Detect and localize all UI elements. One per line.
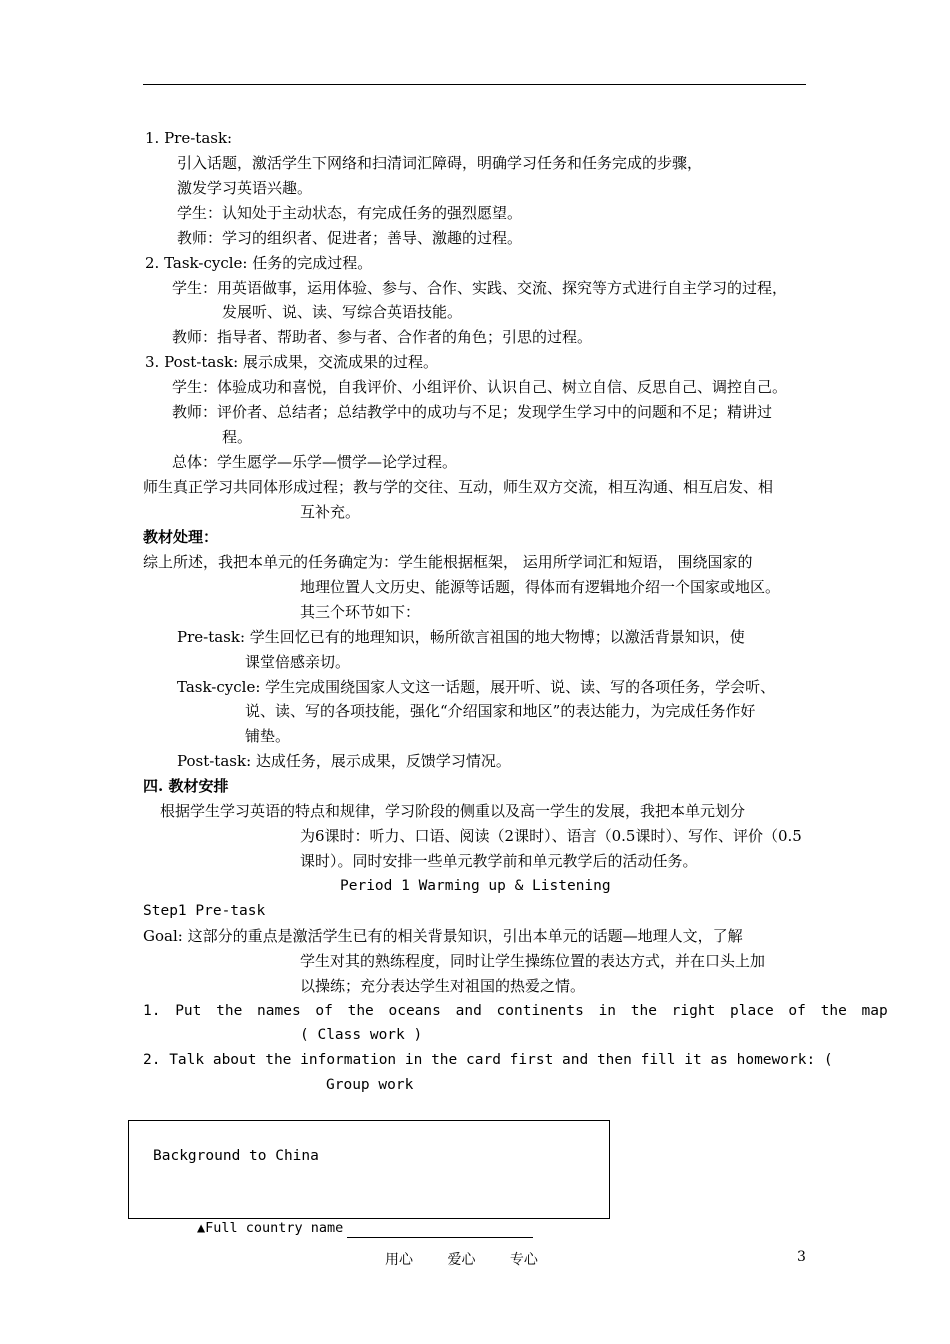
paragraph-line: Pre-task: 学生回忆已有的地理知识，畅所欲言祖国的地大物博；以激活背景知识，使 bbox=[177, 628, 745, 646]
paragraph-line: 学生对其的熟练程度，同时让学生操练位置的表达方式，并在口头上加 bbox=[300, 952, 766, 970]
paragraph-line: 以操练；充分表达学生对祖国的热爱之情。 bbox=[300, 977, 586, 995]
paragraph-line: Goal: 这部分的重点是激活学生已有的相关背景知识，引出本单元的话题—地理人文，了解 bbox=[143, 927, 743, 945]
paragraph-line: 课堂倍感亲切。 bbox=[245, 653, 351, 671]
footer-motto: 用心 爱心 专心 bbox=[385, 1252, 538, 1268]
paragraph-line: 根据学生学习英语的特点和规律，学习阶段的侧重以及高一学生的发展，我把本单元划分 bbox=[160, 802, 746, 820]
paragraph-line: 课时）。同时安排一些单元教学前和单元教学后的活动任务。 bbox=[300, 852, 698, 870]
paragraph-line: 综上所述，我把本单元的任务确定为：学生能根据框架， 运用所学词汇和短语， 围绕国家的 bbox=[143, 553, 753, 571]
activity-text: 1. Put the names of the oceans and continents in the right place of the map bbox=[143, 1003, 888, 1019]
activity-item bbox=[143, 1001, 888, 1021]
paragraph-line: 教师：学习的组织者、促进者；善导、激趣的过程。 bbox=[177, 229, 523, 247]
paragraph-line: 师生真正学习共同体形成过程；教与学的交往、互动，师生双方交流，相互沟通、相互启发、相 bbox=[143, 478, 774, 496]
paragraph-line: Post-task: 达成任务，展示成果，反馈学习情况。 bbox=[177, 752, 511, 770]
pretask-heading: 1. Pre-task: bbox=[145, 129, 233, 147]
activity-mode: ( Class work ) bbox=[300, 1027, 423, 1043]
paragraph-line: 学生：认知处于主动状态，有完成任务的强烈愿望。 bbox=[177, 204, 523, 222]
posttask-heading: 3. Post-task: 展示成果，交流成果的过程。 bbox=[145, 353, 438, 371]
paragraph-line: Task-cycle: 学生完成围绕国家人文这一话题，展开听、说、读、写的各项任务，学会听、 bbox=[177, 678, 776, 696]
paragraph-line: 铺垫。 bbox=[245, 727, 291, 745]
step-heading: Step1 Pre-task bbox=[143, 903, 266, 919]
activity-mode: Group work bbox=[326, 1077, 414, 1093]
info-card bbox=[128, 1120, 610, 1219]
paragraph-line: 学生：用英语做事，运用体验、参与、合作、实践、交流、探究等方式进行自主学习的过程， bbox=[172, 279, 788, 297]
paragraph-line: 激发学习英语兴趣。 bbox=[177, 179, 313, 197]
paragraph-line: 其三个环节如下： bbox=[300, 603, 421, 621]
period-title: Period 1 Warming up & Listening bbox=[340, 878, 611, 894]
field-label: ▲Full country name bbox=[197, 1220, 344, 1236]
paragraph-line: 互补充。 bbox=[300, 503, 361, 521]
paragraph-line: 为6课时：听力、口语、阅读（2课时）、语言（0.5课时）、写作、评价（0.5 bbox=[300, 827, 802, 845]
page-number: 3 bbox=[797, 1249, 806, 1265]
paragraph-line: 说、读、写的各项技能，强化“介绍国家和地区”的表达能力，为完成任务作好 bbox=[245, 702, 756, 720]
section-heading: 教材处理： bbox=[143, 528, 219, 546]
paragraph-line: 学生：体验成功和喜悦，自我评价、小组评价、认识自己、树立自信、反思自己、调控自己。 bbox=[172, 378, 788, 396]
paragraph-line: 总体：学生愿学—乐学—惯学—论学过程。 bbox=[172, 453, 458, 471]
paragraph-line: 教师：指导者、帮助者、参与者、合作者的角色；引思的过程。 bbox=[172, 328, 593, 346]
card-title: Background to China bbox=[153, 1148, 319, 1164]
paragraph-line: 程。 bbox=[222, 428, 253, 446]
taskcycle-heading: 2. Task-cycle: 任务的完成过程。 bbox=[145, 254, 373, 272]
paragraph-line: 引入话题，激活学生下网络和扫清词汇障碍，明确学习任务和任务完成的步骤， bbox=[177, 154, 703, 172]
section-heading: 四. 教材安排 bbox=[143, 777, 229, 795]
header-rule bbox=[143, 84, 806, 85]
card-field bbox=[197, 1218, 533, 1238]
paragraph-line: 发展听、说、读、写综合英语技能。 bbox=[222, 303, 463, 321]
paragraph-line: 地理位置人文历史、能源等话题，得体而有逻辑地介绍一个国家或地区。 bbox=[300, 578, 781, 596]
activity-item: 2. Talk about the information in the card first and then fill it as homework: ( bbox=[143, 1052, 833, 1068]
fill-in-blank[interactable] bbox=[347, 1223, 533, 1238]
paragraph-line: 教师：评价者、总结者；总结教学中的成功与不足；发现学生学习中的问题和不足；精讲过 bbox=[172, 403, 773, 421]
